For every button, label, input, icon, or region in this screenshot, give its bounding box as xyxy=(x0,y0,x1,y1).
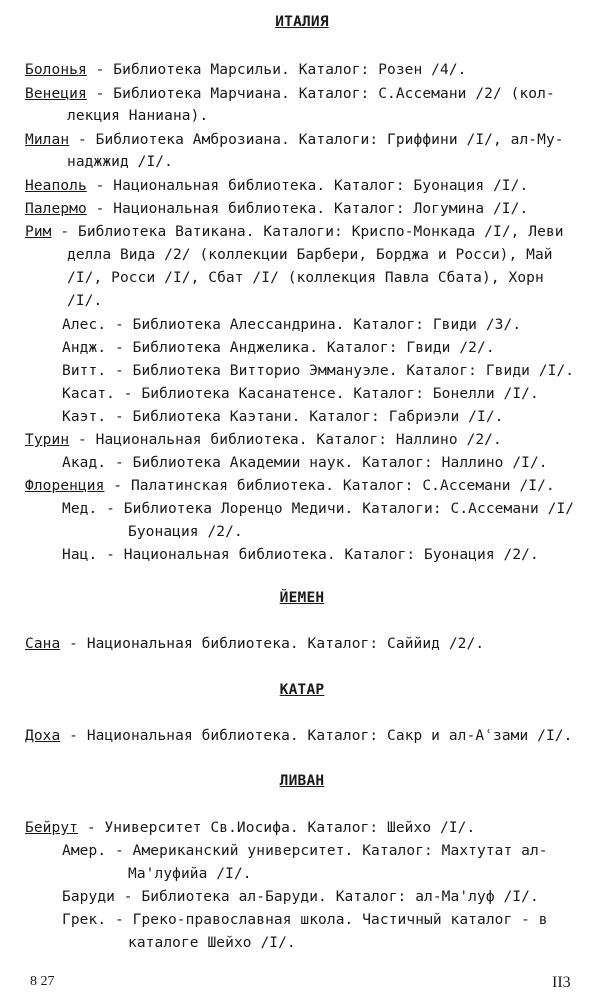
city-name: Флоренция xyxy=(25,478,105,494)
entry-line: Рим - Библиотека Ватикана. Каталоги: Криспо-Монкада /I/, Леви xyxy=(25,224,564,240)
entry-line: Турин - Национальная библиотека. Каталог: Наллино /2/. xyxy=(25,432,502,448)
subentry-line: Баруди - Библиотека ал-Баруди. Каталог: ал-Ма'луф /I/. xyxy=(62,889,539,905)
section-title-italy: ИТАЛИЯ xyxy=(275,14,329,30)
city-name: Сана xyxy=(25,636,61,652)
entry-line: Милан - Библиотека Амброзиана. Каталоги: Гриффини /I/, ал-Му- xyxy=(25,132,564,148)
entry-line: Флоренция - Палатинская библиотека. Каталог: С.Ассемани /I/. xyxy=(25,478,555,494)
entry-continuation: Ма'луфийа /I/. xyxy=(128,866,252,882)
entry-continuation: наджжид /I/. xyxy=(67,154,173,170)
city-name: Доха xyxy=(25,728,61,744)
entry-line: Доха - Национальная библиотека. Каталог: Сакр и ал-Аʿзами /I/. xyxy=(25,728,573,744)
city-name: Бейрут xyxy=(25,820,78,836)
subentry-line: Амер. - Американский университет. Каталог: Махтутат ал- xyxy=(62,843,548,859)
city-name: Рим xyxy=(25,224,52,240)
city-name: Милан xyxy=(25,132,70,148)
section-title-qatar: КАТАР xyxy=(279,682,325,698)
subentry-line: Нац. - Национальная библиотека. Каталог: Буонация /2/. xyxy=(62,547,539,563)
entry-continuation: Буонация /2/. xyxy=(128,524,243,540)
section-title-yemen: ЙЕМЕН xyxy=(279,590,325,606)
entry-line: Венеция - Библиотека Марчиана. Каталог: С.Ассемани /2/ (кол- xyxy=(25,86,555,102)
city-name: Болонья xyxy=(25,62,87,78)
entry-line: Неаполь - Национальная библиотека. Каталог: Буонация /I/. xyxy=(25,178,529,194)
subentry-line: Андж. - Библиотека Анджелика. Каталог: Гвиди /2/. xyxy=(62,340,495,356)
city-name: Турин xyxy=(25,432,70,448)
entry-line: Палермо - Национальная библиотека. Каталог: Логумина /I/. xyxy=(25,201,529,217)
subentry-line: Мед. - Библиотека Лоренцо Медичи. Каталоги: С.Ассемани /I/ xyxy=(62,501,575,517)
subentry-line: Грек. - Греко-православная школа. Частичный каталог - в xyxy=(62,912,548,928)
city-name: Венеция xyxy=(25,86,87,102)
city-name: Палермо xyxy=(25,201,87,217)
page-number: II3 xyxy=(552,974,571,991)
entry-line: Сана - Национальная библиотека. Каталог: Саййид /2/. xyxy=(25,636,485,652)
subentry-line: Витт. - Библиотека Витторио Эммануэле. Каталог: Гвиди /I/. xyxy=(62,363,575,379)
subentry-line: Алес. - Библиотека Алессандрина. Каталог: Гвиди /3/. xyxy=(62,317,522,333)
entry-line: Бейрут - Университет Св.Иосифа. Каталог: Шейхо /I/. xyxy=(25,820,476,836)
entry-continuation: /I/. xyxy=(67,293,103,309)
subentry-line: Каэт. - Библиотека Каэтани. Каталог: Габриэли /I/. xyxy=(62,409,504,425)
entry-continuation: лекция Наниана). xyxy=(67,108,209,124)
section-title-lebanon: ЛИВАН xyxy=(279,773,325,789)
footer-left-mark: 8 27 xyxy=(30,974,55,989)
city-name: Неаполь xyxy=(25,178,87,194)
entry-line: Болонья - Библиотека Марсильи. Каталог: Розен /4/. xyxy=(25,62,467,78)
entry-continuation: каталоге Шейхо /I/. xyxy=(128,935,296,951)
entry-continuation: /I/, Росси /I/, Сбат /I/ (коллекция Павла Сбата), Хорн xyxy=(67,270,544,286)
entry-continuation: делла Вида /2/ (коллекции Барбери, Борджа и Росси), Май xyxy=(67,247,553,263)
subentry-line: Касат. - Библиотека Касанатенсе. Каталог: Бонелли /I/. xyxy=(62,386,539,402)
subentry-line: Акад. - Библиотека Академии наук. Каталог: Наллино /I/. xyxy=(62,455,548,471)
